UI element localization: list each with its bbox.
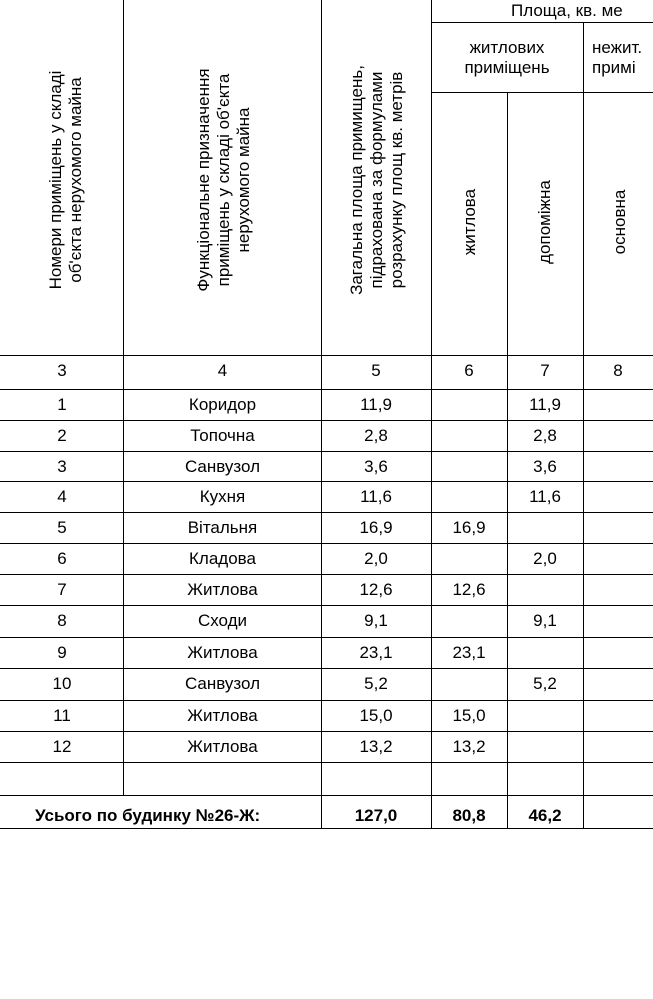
cell-num: 9 xyxy=(57,643,67,662)
cell-total: 13,2 xyxy=(359,737,393,756)
grid-line xyxy=(321,0,322,828)
cell-name: Санвузол xyxy=(184,457,261,476)
cell-living: 16,9 xyxy=(452,518,486,537)
cell-name: Кладова xyxy=(189,549,256,568)
cell-total: 9,1 xyxy=(364,611,388,630)
cell-num: 12 xyxy=(52,737,72,756)
cell-name: Санвузол xyxy=(184,674,261,693)
cell-total: 16,9 xyxy=(359,518,393,537)
cell-total: 5,2 xyxy=(364,674,388,693)
grid-line xyxy=(0,828,653,829)
grid-line xyxy=(583,22,584,828)
cell-living: 15,0 xyxy=(452,706,486,725)
cell-name: Житлова xyxy=(187,706,258,725)
cell-num: 4 xyxy=(57,487,67,506)
grid-line xyxy=(0,668,653,669)
col8-header: основна xyxy=(610,189,629,255)
grid-line xyxy=(431,0,432,828)
cell-name: Кухня xyxy=(199,487,246,506)
grid-line xyxy=(0,420,653,421)
grid-line xyxy=(0,731,653,732)
total-aux: 46,2 xyxy=(528,806,562,825)
col-number: 8 xyxy=(613,361,623,380)
cell-total: 15,0 xyxy=(359,706,393,725)
total-area: 127,0 xyxy=(354,806,398,825)
grid-line xyxy=(123,0,124,795)
grid-line xyxy=(0,605,653,606)
cell-total: 11,9 xyxy=(360,395,392,414)
cell-num: 2 xyxy=(57,426,67,445)
col7-header: допоміжна xyxy=(535,180,554,264)
col-number: 6 xyxy=(464,361,474,380)
cell-num: 11 xyxy=(53,706,71,725)
col4-header: Функціональне призначення приміщень у складі об'єкта нерухомого майна xyxy=(194,68,253,292)
cell-total: 3,6 xyxy=(364,457,388,476)
cell-aux: 9,1 xyxy=(533,611,557,630)
cell-name: Вітальня xyxy=(187,518,258,537)
grid-line xyxy=(507,92,508,828)
grid-line xyxy=(0,700,653,701)
cell-aux: 3,6 xyxy=(533,457,557,476)
area-group-header: Площа, кв. ме xyxy=(511,1,623,20)
cell-num: 7 xyxy=(57,580,67,599)
col-number: 3 xyxy=(57,361,67,380)
grid-line xyxy=(0,512,653,513)
grid-line xyxy=(0,355,653,356)
grid-line xyxy=(431,22,653,23)
cell-aux: 5,2 xyxy=(533,674,557,693)
grid-line xyxy=(0,389,653,390)
cell-num: 1 xyxy=(57,395,67,414)
nonresidential-group-header: нежит. примі xyxy=(592,38,643,77)
cell-name: Житлова xyxy=(187,737,258,756)
cell-name: Житлова xyxy=(187,643,258,662)
cell-aux: 11,6 xyxy=(529,487,561,506)
grid-line xyxy=(0,481,653,482)
col-number: 7 xyxy=(540,361,550,380)
cell-num: 6 xyxy=(57,549,67,568)
cell-living: 23,1 xyxy=(452,643,486,662)
cell-total: 2,0 xyxy=(364,549,388,568)
grid-line xyxy=(0,451,653,452)
cell-aux: 11,9 xyxy=(529,395,561,414)
residential-group-header: житлових приміщень xyxy=(464,38,550,77)
cell-name: Топочна xyxy=(190,426,255,445)
grid-line xyxy=(0,637,653,638)
grid-line xyxy=(0,795,653,796)
cell-num: 10 xyxy=(52,674,72,693)
col-number: 5 xyxy=(371,361,381,380)
cell-name: Сходи xyxy=(197,611,248,630)
col5-header: Загальна площа примищень, підрахована за формулами розрахунку площ кв. метрів xyxy=(347,65,406,295)
cell-name: Житлова xyxy=(187,580,258,599)
grid-line xyxy=(431,92,653,93)
cell-total: 12,6 xyxy=(359,580,393,599)
cell-total: 2,8 xyxy=(364,426,388,445)
cell-total: 23,1 xyxy=(359,643,393,662)
grid-line xyxy=(0,574,653,575)
col-number: 4 xyxy=(217,361,228,380)
cell-name: Коридор xyxy=(188,395,257,414)
grid-line xyxy=(0,762,653,763)
col3-header: Номери приміщень у складі об'єкта нерухомого майна xyxy=(46,70,85,290)
total-living: 80,8 xyxy=(452,806,486,825)
cell-living: 12,6 xyxy=(452,580,486,599)
cell-num: 8 xyxy=(57,611,67,630)
cell-aux: 2,8 xyxy=(533,426,557,445)
grid-line xyxy=(0,543,653,544)
cell-aux: 2,0 xyxy=(533,549,557,568)
cell-living: 13,2 xyxy=(452,737,486,756)
total-label: Усього по будинку №26-Ж: xyxy=(35,806,261,825)
cell-num: 5 xyxy=(57,518,67,537)
cell-num: 3 xyxy=(57,457,67,476)
cell-total: 11,6 xyxy=(360,487,392,506)
col6-header: житлова xyxy=(460,188,479,256)
